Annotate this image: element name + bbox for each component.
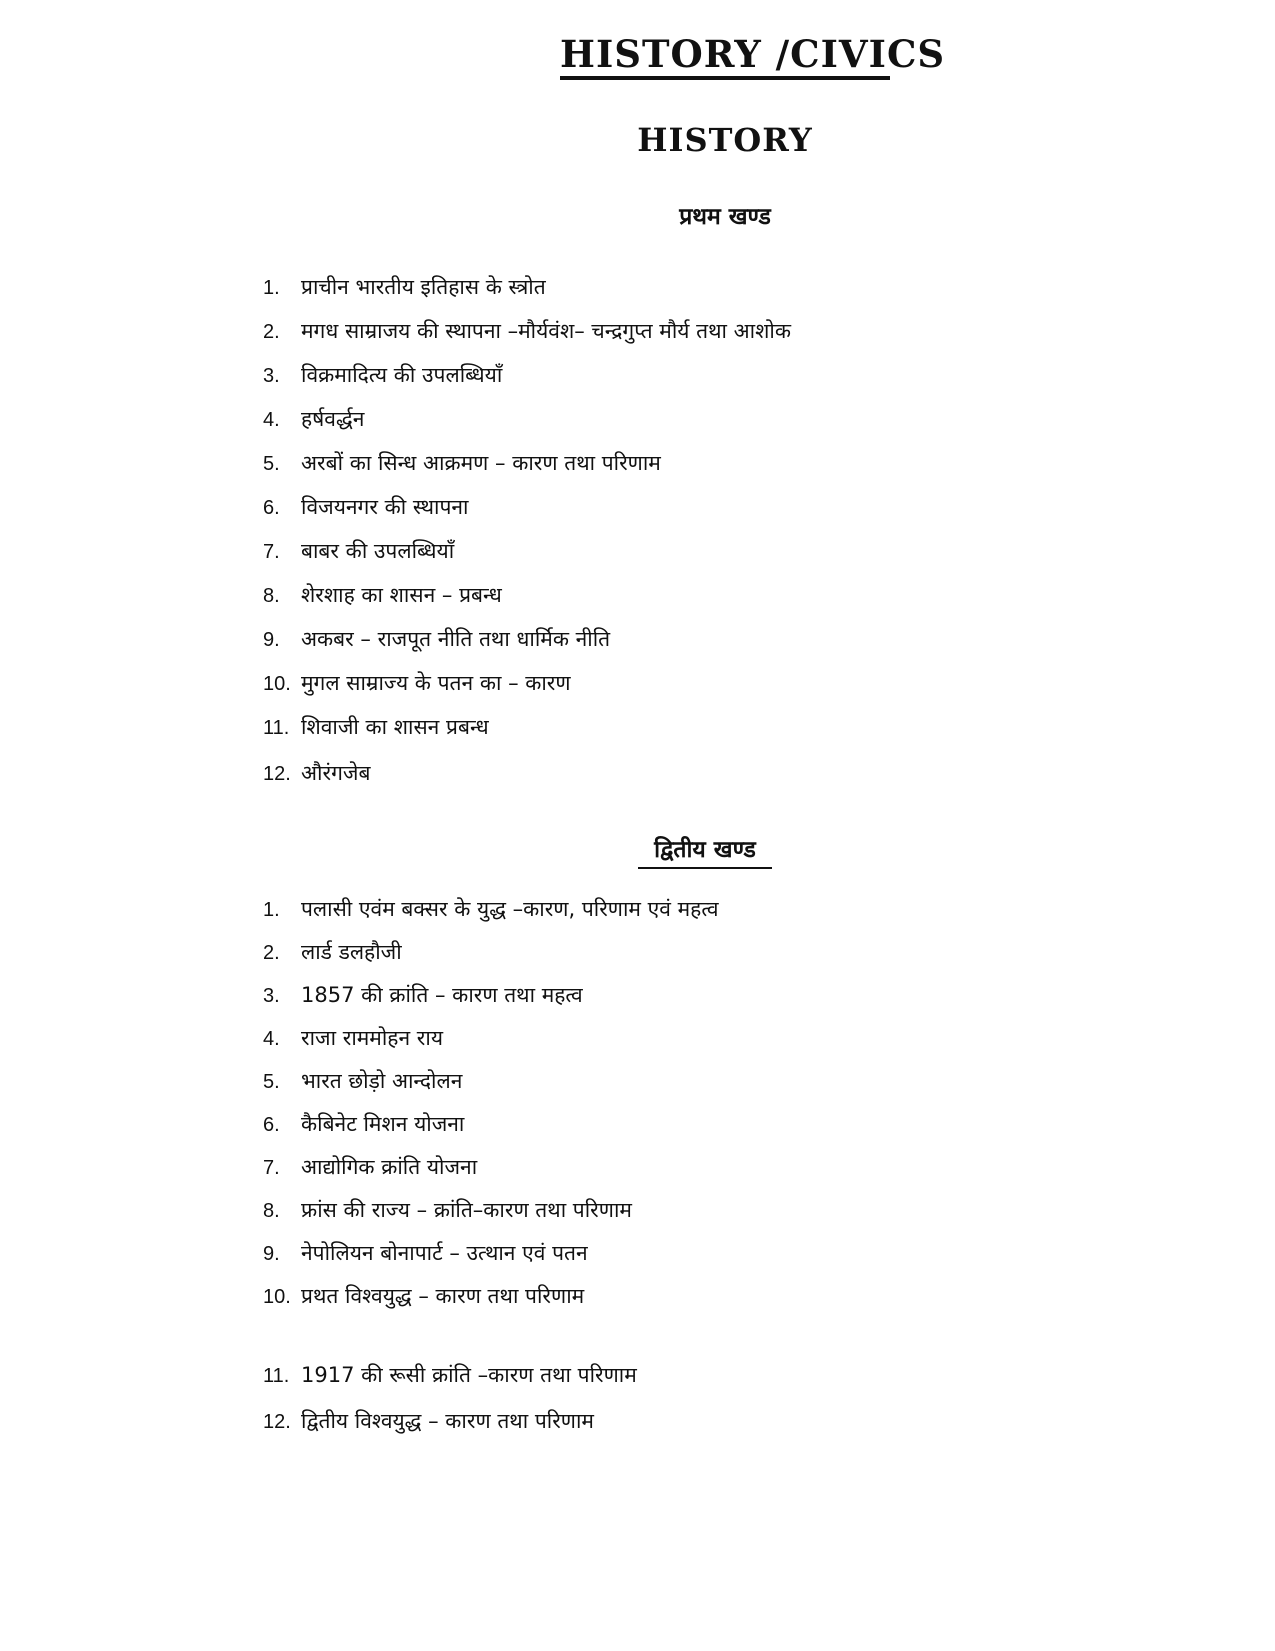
topic-item: [263, 1064, 462, 1098]
topic-text: औरंगजेब: [301, 761, 371, 785]
topic-text: राजा राममोहन राय: [301, 1026, 443, 1050]
topic-number: 3.: [263, 365, 280, 387]
topic-number: 7.: [263, 1157, 280, 1179]
topic-number: 8.: [263, 1200, 280, 1222]
topic-item: [263, 578, 502, 612]
topic-number: 12.: [263, 1411, 291, 1433]
topic-text: हर्षवर्द्धन: [301, 407, 365, 431]
topic-item: [263, 935, 402, 969]
topic-number: 11.: [263, 1365, 290, 1387]
topic-item: [263, 534, 454, 568]
topic-item: [263, 270, 546, 304]
topic-text: शेरशाह का शासन – प्रबन्ध: [301, 583, 502, 607]
topic-number: 7.: [263, 541, 280, 563]
topic-text: अकबर – राजपूत नीति तथा धार्मिक नीति: [301, 627, 611, 651]
topic-text: प्राचीन भारतीय इतिहास के स्त्रोत: [301, 275, 546, 299]
topic-number: 10.: [263, 1286, 291, 1308]
section-2-heading: द्वितीय खण्ड: [638, 835, 772, 869]
topic-number: 1.: [263, 899, 280, 921]
topic-text: लार्ड डलहौजी: [301, 940, 402, 964]
topic-item: [263, 756, 370, 790]
topic-item: [263, 1404, 594, 1438]
topic-text: मुगल साम्राज्य के पतन का – कारण: [301, 671, 571, 695]
topic-item: [263, 446, 661, 480]
topic-number: 1.: [263, 277, 280, 299]
topic-item: [263, 978, 583, 1012]
topic-number: 6.: [263, 1114, 280, 1136]
topic-number: 10.: [263, 673, 291, 695]
topic-text: बाबर की उपलब्धियाँ: [301, 539, 455, 563]
topic-text: मगध साम्राजय की स्थापना –मौर्यवंश– चन्द्रगुप्त मौर्य तथा आशोक: [301, 319, 791, 343]
topic-item: [263, 666, 571, 700]
topic-text: फ्रांस की राज्य – क्रांति–कारण तथा परिणाम: [301, 1198, 632, 1222]
topic-item: [263, 1358, 637, 1392]
topic-item: [263, 710, 489, 744]
topic-text: द्वितीय विश्वयुद्ध – कारण तथा परिणाम: [301, 1409, 594, 1433]
subject-heading: HISTORY: [637, 121, 813, 159]
topic-item: [263, 892, 719, 926]
topic-text: पलासी एवंम बक्सर के युद्ध –कारण, परिणाम एवं महत्व: [301, 897, 719, 921]
topic-text: 1917 की रूसी क्रांति –कारण तथा परिणाम: [301, 1363, 637, 1387]
topic-item: [263, 1236, 588, 1270]
topic-item: [263, 402, 364, 436]
topic-number: 2.: [263, 942, 280, 964]
topic-item: [263, 358, 502, 392]
topic-number: 11.: [263, 717, 290, 739]
topic-number: 9.: [263, 629, 280, 651]
page-title: HISTORY /CIVICS: [560, 32, 890, 80]
topic-text: अरबों का सिन्ध आक्रमण – कारण तथा परिणाम: [301, 451, 661, 475]
topic-number: 8.: [263, 585, 280, 607]
topic-item: [263, 490, 469, 524]
topic-number: 9.: [263, 1243, 280, 1265]
topic-text: 1857 की क्रांति – कारण तथा महत्व: [301, 983, 583, 1007]
topic-number: 5.: [263, 1071, 280, 1093]
topic-text: कैबिनेट मिशन योजना: [301, 1112, 465, 1136]
topic-item: [263, 1021, 443, 1055]
topic-item: [263, 1279, 584, 1313]
topic-text: विक्रमादित्य की उपलब्धियाँ: [301, 363, 503, 387]
topic-number: 5.: [263, 453, 280, 475]
topic-number: 2.: [263, 321, 280, 343]
topic-text: शिवाजी का शासन प्रबन्ध: [301, 715, 489, 739]
topic-item: [263, 314, 791, 348]
topic-item: [263, 622, 610, 656]
topic-text: भारत छोड़ो आन्दोलन: [301, 1069, 463, 1093]
topic-text: आद्योगिक क्रांति योजना: [301, 1155, 478, 1179]
topic-number: 4.: [263, 409, 280, 431]
topic-number: 4.: [263, 1028, 280, 1050]
topic-number: 6.: [263, 497, 280, 519]
topic-item: [263, 1150, 477, 1184]
section-1-heading: प्रथम खण्ड: [679, 204, 771, 230]
topic-item: [263, 1107, 464, 1141]
topic-number: 12.: [263, 763, 291, 785]
topic-item: [263, 1193, 632, 1227]
topic-text: प्रथत विश्वयुद्ध – कारण तथा परिणाम: [301, 1284, 585, 1308]
topic-text: नेपोलियन बोनापार्ट – उत्थान एवं पतन: [301, 1241, 588, 1265]
topic-text: विजयनगर की स्थापना: [301, 495, 469, 519]
topic-number: 3.: [263, 985, 280, 1007]
